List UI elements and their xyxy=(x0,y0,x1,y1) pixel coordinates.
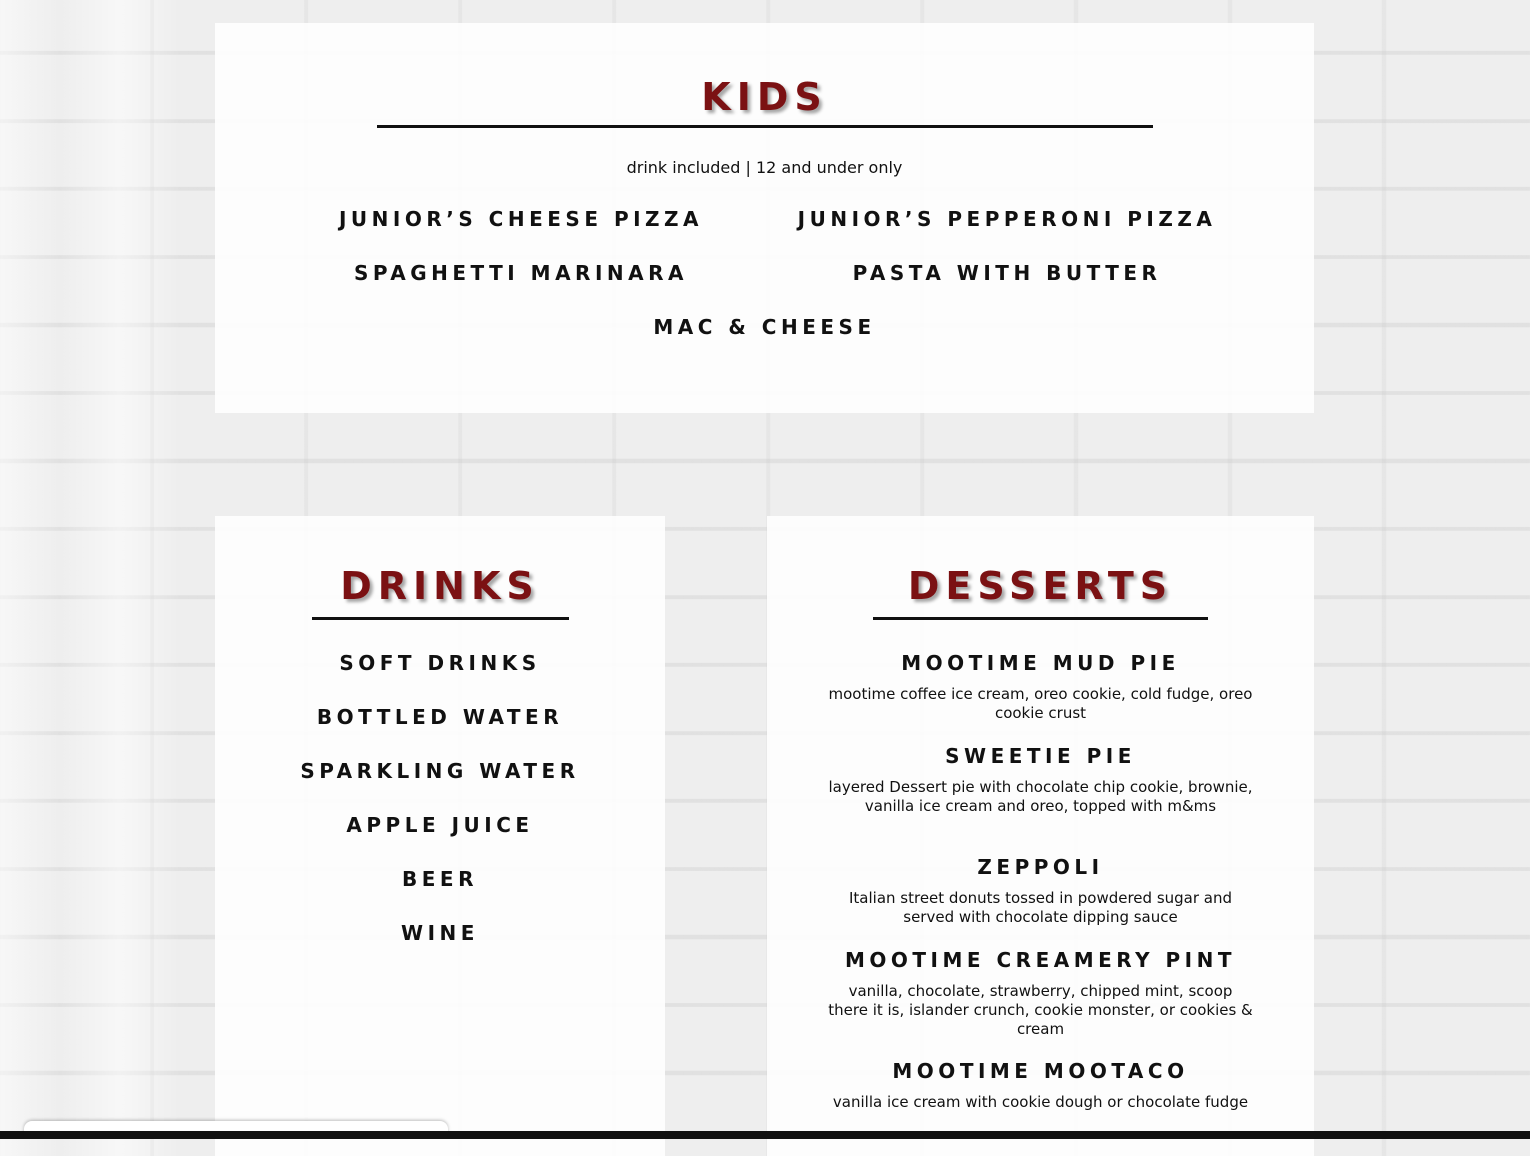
dessert-description: Italian street donuts tossed in powdered sugar and served with chocolate dipping sauce xyxy=(848,889,1233,926)
drink-item: SOFT DRINKS xyxy=(339,651,541,675)
drinks-divider xyxy=(312,617,569,620)
kids-item: JUNIOR’S CHEESE PIZZA xyxy=(338,207,704,231)
drinks-title: DRINKS xyxy=(340,564,540,608)
dessert-name: MOOTIME CREAMERY PINT xyxy=(844,948,1237,972)
kids-note: drink included | 12 and under only xyxy=(626,158,903,177)
dessert-name: MOOTIME MOOTACO xyxy=(892,1059,1189,1083)
kids-item: PASTA WITH BUTTER xyxy=(852,261,1162,285)
desserts-section xyxy=(767,516,1314,1156)
kids-item: JUNIOR’S PEPPERONI PIZZA xyxy=(797,207,1217,231)
kids-item: MAC & CHEESE xyxy=(653,315,876,339)
dessert-name: SWEETIE PIE xyxy=(945,744,1136,768)
dessert-description: vanilla ice cream with cookie dough or chocolate fudge xyxy=(832,1093,1249,1111)
dessert-name: ZEPPOLI xyxy=(977,855,1104,879)
drink-item: BEER xyxy=(402,867,478,891)
drink-item: APPLE JUICE xyxy=(346,813,534,837)
drinks-section xyxy=(215,516,665,1156)
dessert-description: mootime coffee ice cream, oreo cookie, cold fudge, oreo cookie crust xyxy=(828,685,1253,722)
bottom-bar xyxy=(0,1131,1530,1139)
desserts-divider xyxy=(873,617,1208,620)
kids-title: KIDS xyxy=(701,75,828,119)
dessert-description: layered Dessert pie with chocolate chip cookie, brownie, vanilla ice cream and oreo, topped with m&ms xyxy=(828,778,1253,815)
kids-item: SPAGHETTI MARINARA xyxy=(354,261,688,285)
drink-item: WINE xyxy=(401,921,479,945)
drink-item: BOTTLED WATER xyxy=(316,705,564,729)
desserts-title: DESSERTS xyxy=(907,564,1174,608)
kids-section xyxy=(215,23,1314,413)
drink-item: SPARKLING WATER xyxy=(300,759,580,783)
dessert-name: MOOTIME MUD PIE xyxy=(901,651,1180,675)
dessert-description: vanilla, chocolate, strawberry, chipped mint, scoop there it is, islander crunch, cookie monster, or cookies & cream xyxy=(828,982,1253,1038)
kids-divider xyxy=(377,125,1153,128)
